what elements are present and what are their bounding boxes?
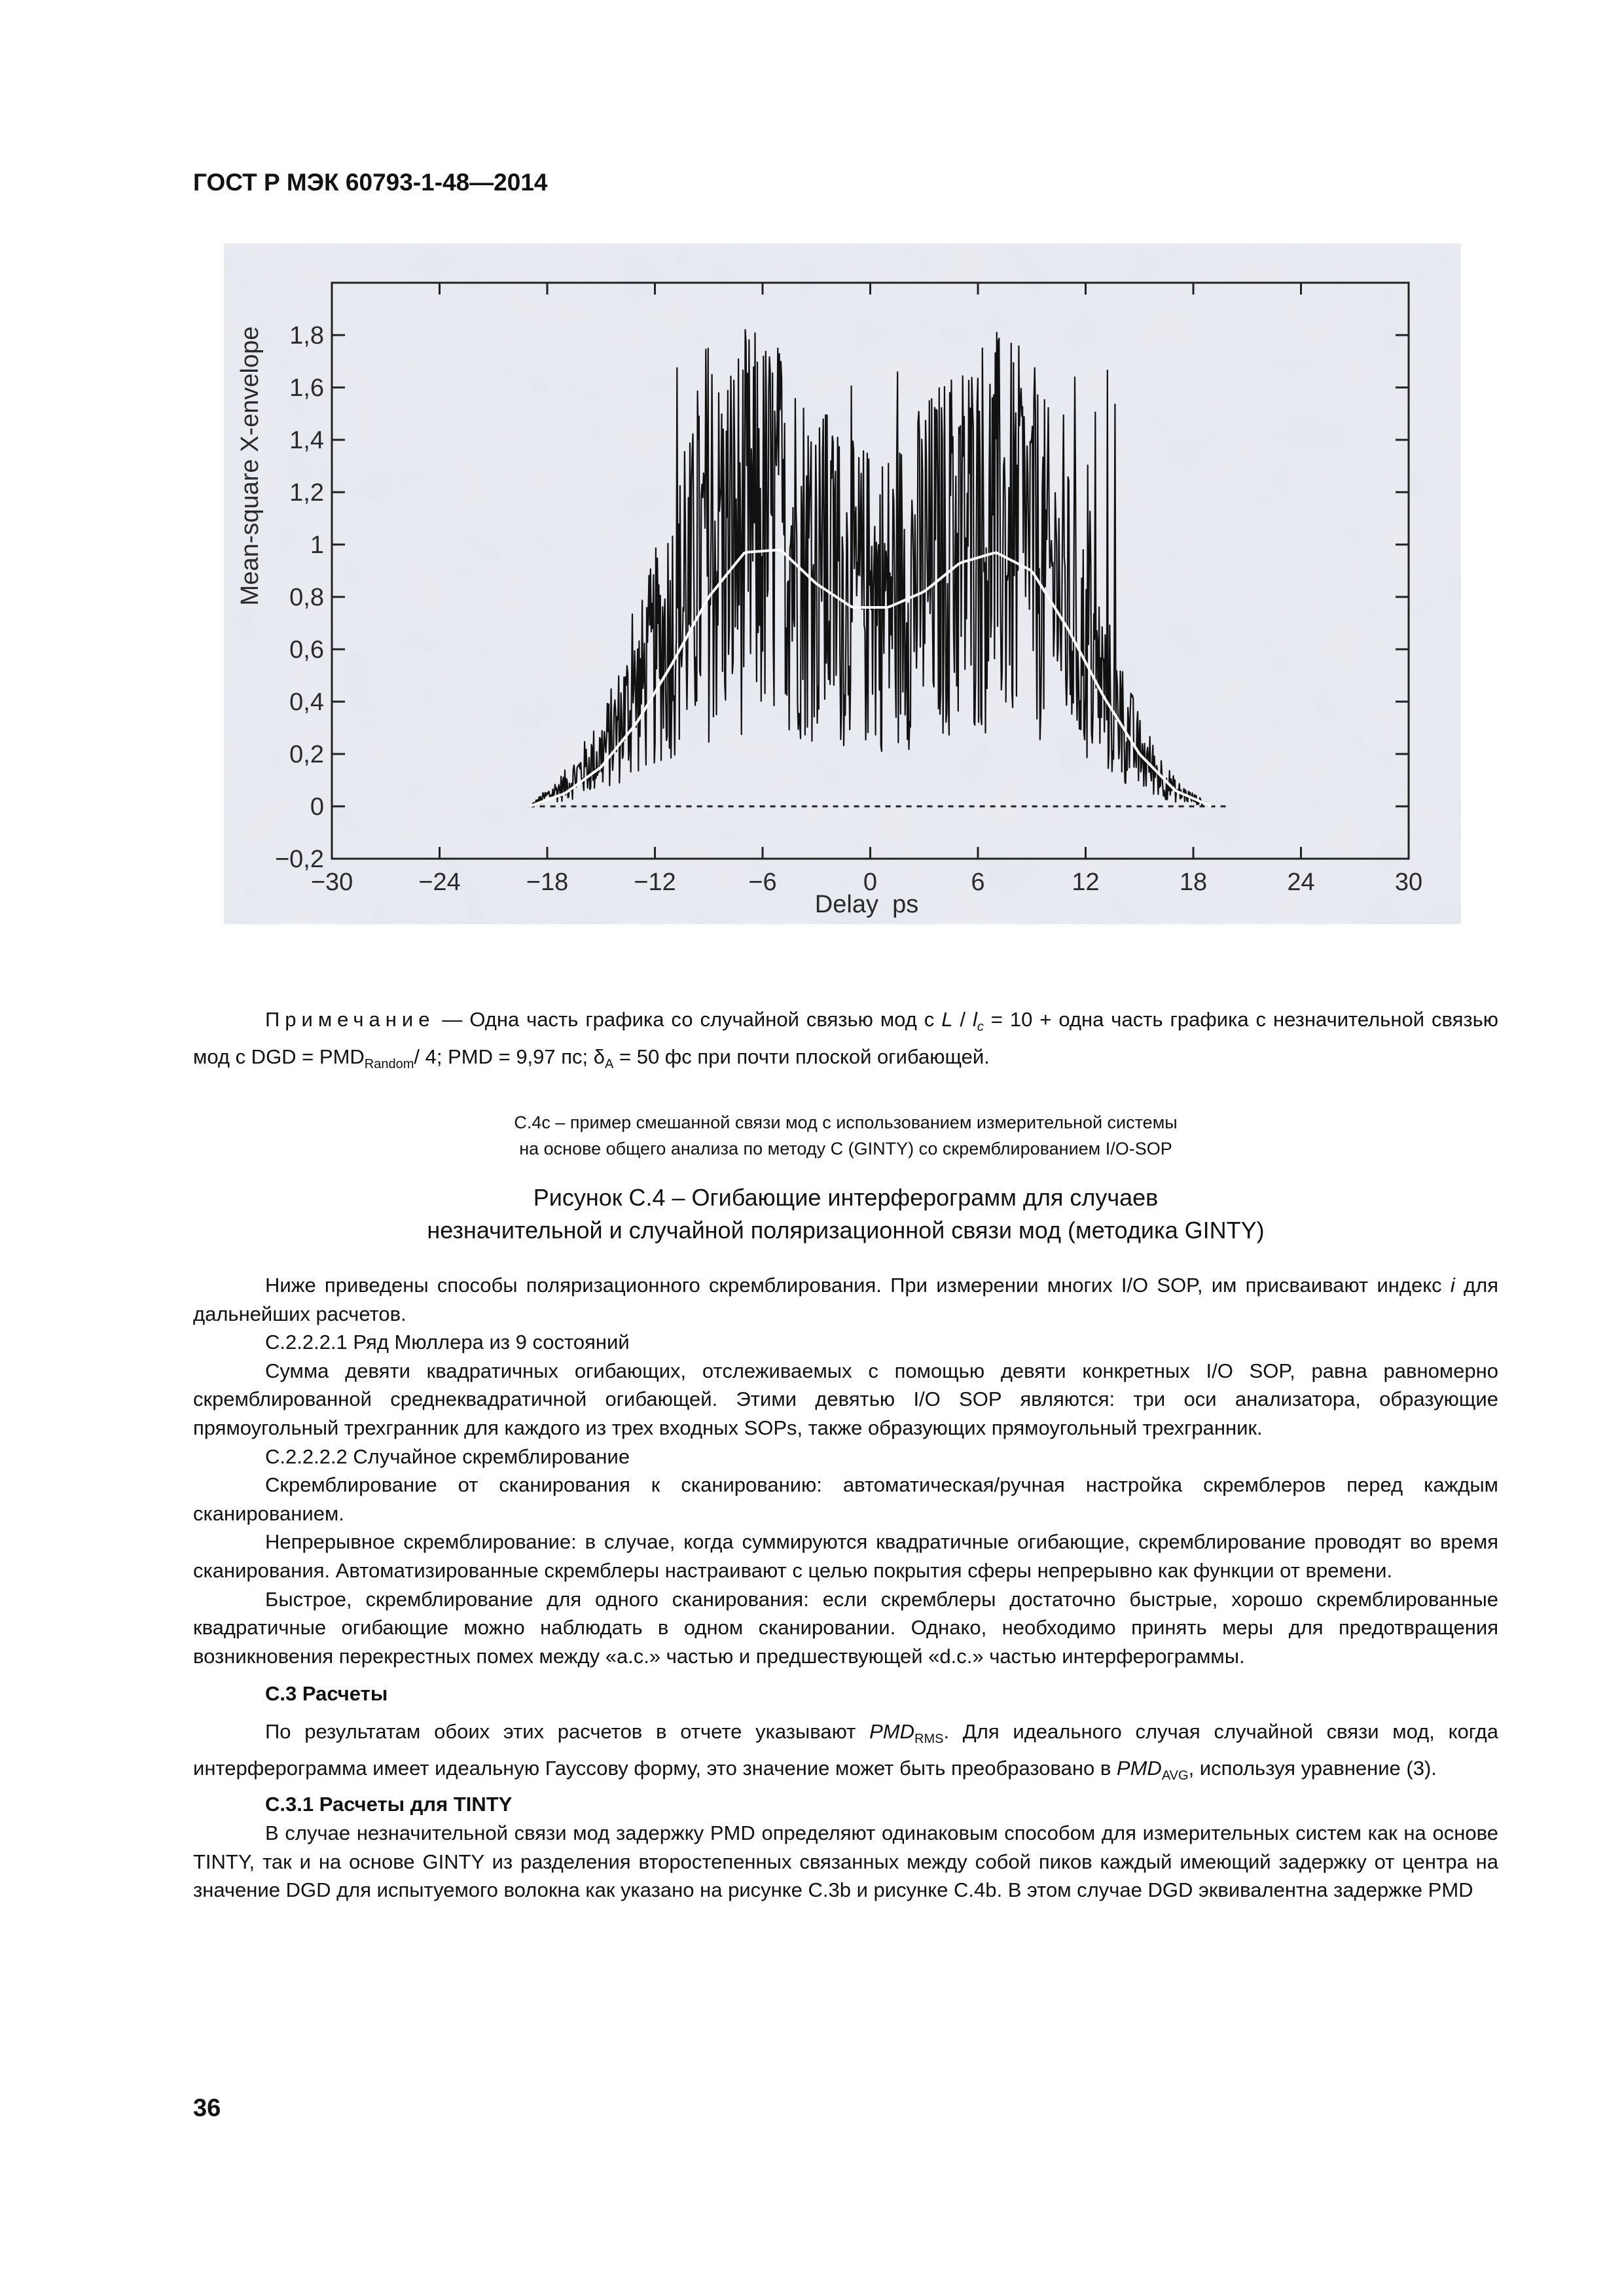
body-text <box>193 1271 1498 1905</box>
x-tick-label: −30 <box>310 869 353 896</box>
x-tick-label: 0 <box>863 869 878 896</box>
subcaption-line-2: на основе общего анализа по методу C (GINTY) со скремблированием I/O-SOP <box>519 1139 1172 1158</box>
note-lc: l <box>972 1008 977 1031</box>
y-tick-label: 1,2 <box>289 479 324 507</box>
interferogram-chart <box>224 243 1461 924</box>
paragraph-5: Скремблирование от сканирования к сканированию: автоматическая/ручная настройка скремблеров перед каждым сканированием. <box>193 1473 1498 1525</box>
x-tick-label: 30 <box>1394 869 1423 896</box>
figure-caption <box>193 1181 1498 1247</box>
x-tick-label: −18 <box>526 869 569 896</box>
y-tick-label: 1,8 <box>289 322 324 350</box>
note-pmd-sub: Random <box>364 1057 414 1072</box>
paragraph-8 <box>193 1717 1498 1791</box>
paragraph-8-rms: RMS <box>914 1732 944 1747</box>
figure-note <box>193 1005 1498 1079</box>
x-tick-label: −24 <box>418 869 461 896</box>
document-header: ГОСТ Р МЭК 60793-1-48—2014 <box>193 169 548 196</box>
y-tick-label: 0,8 <box>289 584 324 611</box>
x-tick-label: −12 <box>634 869 676 896</box>
paragraph-2: С.2.2.2.1 Ряд Мюллера из 9 состояний <box>265 1331 630 1354</box>
note-slash: / <box>952 1008 973 1031</box>
y-tick-label: 1,4 <box>289 427 324 454</box>
paragraph-8-c: , используя уравнение (3). <box>1188 1756 1437 1780</box>
note-delta-sub: A <box>605 1057 614 1072</box>
paragraph-8-pmd2: PMD <box>1116 1756 1162 1780</box>
y-tick-label: 0 <box>310 793 324 821</box>
figure-caption-line-1: Рисунок С.4 – Огибающие интерферограмм для случаев <box>533 1184 1159 1211</box>
y-tick-label: 0,2 <box>289 741 324 768</box>
paragraph-8-avg: AVG <box>1161 1768 1189 1783</box>
paragraph-1-b: для дальнейших расчетов. <box>193 1274 1499 1325</box>
note-label: Примечание <box>265 1008 435 1031</box>
y-tick-label: 0,4 <box>289 689 324 716</box>
figure-caption-line-2: незначительной и случайной поляризационной связи мод (методика GINTY) <box>427 1217 1265 1244</box>
x-axis-label: Delay ps <box>814 891 919 918</box>
paragraph-9: В случае незначительной связи мод задержку PMD определяют одинаковым способом для измерительных систем как на основе TINTY, так и на основе GINTY из разделения второстепенных связанных между собой пиков каждый имеющий задержку от центра на значение DGD для испытуемого волокна как указано на рисунке С.3b и рисунке С.4b. В этом случае DGD эквивалентна задержке PMD <box>193 1821 1498 1902</box>
paragraph-8-b: . Для идеального случая случайной связи мод, когда интерферограмма имеет идеальную Гауссову форму, это значение может быть преобразовано в <box>193 1719 1498 1780</box>
x-tick-label: −6 <box>748 869 777 896</box>
y-axis-label: Mean-square X-envelope <box>236 326 264 606</box>
paragraph-8-pmd: PMD <box>869 1719 914 1743</box>
paragraph-1 <box>193 1271 1498 1328</box>
x-tick-label: 24 <box>1287 869 1315 896</box>
note-lc-sub: c <box>977 1020 984 1035</box>
y-tick-label: 0,6 <box>289 636 324 664</box>
subcaption-line-1: С.4c – пример смешанной связи мод с использованием измерительной системы <box>514 1113 1178 1132</box>
x-tick-label: 18 <box>1179 869 1208 896</box>
note-text-2: = 10 + одна часть графика с незначительной связью мод с DGD = PMD <box>193 1008 1498 1069</box>
y-tick-label: −0,2 <box>274 846 324 873</box>
paragraph-7: Быстрое, скремблирование для одного сканирования: если скремблеры достаточно быстрые, хорошо скремблированные квадратичные огибающие можно наблюдать в одном сканировании. Однако, необходимо принять меры для предотвращения возникновения перекрестных помех между «a.c.» частью и предшествующей «d.c.» частью интерферограммы. <box>193 1587 1498 1668</box>
paragraph-1-a: Ниже приведены способы поляризационного скремблирования. При измерении многих I/O SOP, им присваивают индекс <box>265 1274 1451 1297</box>
x-tick-label: 6 <box>971 869 985 896</box>
paragraph-4: С.2.2.2.2 Случайное скремблирование <box>265 1444 630 1468</box>
paragraph-8-a: По результатам обоих этих расчетов в отчете указывают <box>265 1719 870 1743</box>
x-tick-label: 12 <box>1072 869 1100 896</box>
section-heading-c31: С.3.1 Расчеты для TINTY <box>265 1793 513 1816</box>
page-number: 36 <box>193 2094 221 2122</box>
note-text-3: / 4; PMD = 9,97 пс; δ <box>414 1045 605 1069</box>
note-text-4: = 50 фс при почти плоской огибающей. <box>613 1045 990 1069</box>
chart-svg <box>224 243 1461 924</box>
section-heading-c3: С.3 Расчеты <box>265 1682 388 1706</box>
paragraph-1-index: i <box>1450 1274 1455 1297</box>
paragraph-3: Сумма девяти квадратичных огибающих, отслеживаемых с помощью девяти конкретных I/O SOP, равна равномерно скремблированной среднеквадратичной огибающей. Этими девятью I/O SOP являются: три оси анализатора, образующие прямоугольный трехгранник для каждого из трех входных SOPs, также образующих прямоугольный трехгранник. <box>193 1359 1498 1439</box>
note-text-1: — Одна часть графика со случайной связью мод с <box>435 1008 942 1031</box>
y-tick-label: 1,6 <box>289 374 324 402</box>
paragraph-6: Непрерывное скремблирование: в случае, когда суммируются квадратичные огибающие, скремблирование проводят во время сканирования. Автоматизированные скремблеры настраивают с целью покрытия сферы непрерывно как функции от времени. <box>193 1530 1498 1582</box>
note-L: L <box>941 1008 953 1031</box>
y-tick-label: 1 <box>310 531 324 559</box>
figure-subcaption <box>193 1109 1498 1162</box>
